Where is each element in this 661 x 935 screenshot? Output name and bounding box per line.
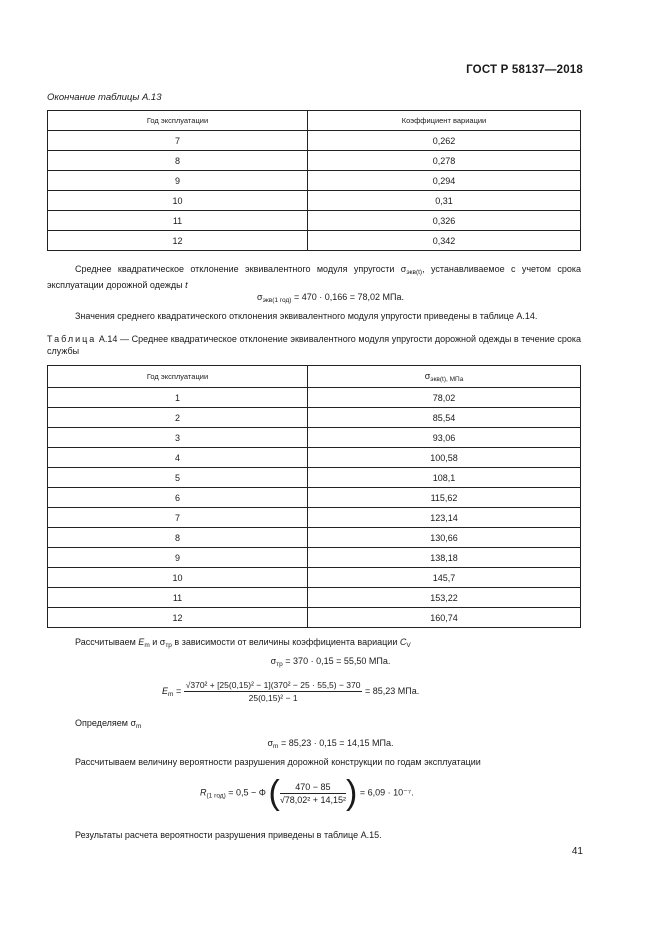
- year-cell: 3: [48, 428, 308, 448]
- paragraph-table-reference: Значения среднего квадратического отклонения эквивалентного модуля упругости приведены в таблице А.14.: [75, 311, 538, 321]
- left-paren: (: [268, 774, 280, 812]
- table-row: [48, 191, 581, 211]
- table-header-row: [48, 111, 581, 131]
- value-cell: 138,18: [308, 548, 581, 568]
- value-cell: 130,66: [308, 528, 581, 548]
- table-a14-caption: Таблица А.14 — Среднее квадратическое отклонение эквивалентного модуля упругости дорожной одежды в течение срока службы: [47, 334, 581, 356]
- right-paren: ): [346, 774, 358, 812]
- table-row: [48, 151, 581, 171]
- column-header: Год эксплуатации: [48, 366, 308, 388]
- column-header: $\sigma_{экв(t), МПа}$: [308, 366, 581, 388]
- fraction: $\frac{470 - 85}{\text{√78,02² + 14,15²}}$: [279, 781, 347, 805]
- column-header: Год эксплуатации: [48, 111, 308, 131]
- table-a13: [47, 110, 581, 251]
- paragraph-results: Результаты расчета вероятности разрушения приведены в таблице А.15.: [75, 830, 382, 840]
- table-row: [48, 608, 581, 628]
- year-cell: 8: [48, 528, 308, 548]
- year-cell: 6: [48, 488, 308, 508]
- value-cell: 0,262: [308, 131, 581, 151]
- table-a13-caption: Окончание таблицы А.13: [47, 92, 162, 103]
- table-row: [48, 528, 581, 548]
- table-row: [48, 428, 581, 448]
- year-cell: 7: [48, 131, 308, 151]
- table-row: [48, 388, 581, 408]
- paragraph-calc-em: Рассчитываем $E_m$ и $\sigma_{тр}$ в зависимости от величины коэффициента вариации $C_V$: [75, 637, 411, 649]
- table-row: [48, 408, 581, 428]
- year-cell: 10: [48, 568, 308, 588]
- year-cell: 4: [48, 448, 308, 468]
- value-cell: 160,74: [308, 608, 581, 628]
- value-cell: 0,278: [308, 151, 581, 171]
- column-header: Коэффициент вариации: [308, 111, 581, 131]
- value-cell: 85,54: [308, 408, 581, 428]
- standard-header: ГОСТ Р 58137—2018: [466, 64, 583, 76]
- table-row: [48, 568, 581, 588]
- value-cell: 145,7: [308, 568, 581, 588]
- formula-em: $E_m$ = $\frac{\text{√370² + [25(0,15)² − 1](370² − 25 · 55,5) − 370}}{\text{25(0,15)² − 1}}$ = 85,23 МПа.: [162, 680, 420, 703]
- table-row: [48, 448, 581, 468]
- year-cell: 7: [48, 508, 308, 528]
- value-cell: 0,31: [308, 191, 581, 211]
- table-row: [48, 468, 581, 488]
- table-row: [48, 171, 581, 191]
- year-cell: 1: [48, 388, 308, 408]
- table-header-row: [48, 366, 581, 388]
- year-cell: 11: [48, 588, 308, 608]
- table-row: [48, 508, 581, 528]
- formula-sigma-m: $\sigma_m = 85,23 \cdot 0,15 = 14,15$ МПа.: [267, 738, 394, 750]
- table-row: [48, 548, 581, 568]
- value-cell: 0,294: [308, 171, 581, 191]
- year-cell: 5: [48, 468, 308, 488]
- value-cell: 153,22: [308, 588, 581, 608]
- value-cell: 115,62: [308, 488, 581, 508]
- year-cell: 11: [48, 211, 308, 231]
- table-row: [48, 588, 581, 608]
- value-cell: 108,1: [308, 468, 581, 488]
- value-cell: 100,58: [308, 448, 581, 468]
- value-cell: 123,14: [308, 508, 581, 528]
- year-cell: 12: [48, 608, 308, 628]
- year-cell: 8: [48, 151, 308, 171]
- table-row: [48, 488, 581, 508]
- formula-sigma-1-year: $\sigma_{экв(1 год)} = 470 \cdot 0,166 = 78,02$ МПа.: [257, 292, 404, 304]
- year-cell: 10: [48, 191, 308, 211]
- value-cell: 93,06: [308, 428, 581, 448]
- value-cell: 0,326: [308, 211, 581, 231]
- page-number: 41: [571, 846, 583, 857]
- value-cell: 78,02: [308, 388, 581, 408]
- formula-probability: $R_{(1 год)} = 0,5 - \Phi$ ( $\frac{470 - 85}{\text{√78,02² + 14,15²}}$ ) = 6,09 · 10⁻⁷.: [200, 774, 414, 812]
- year-cell: 9: [48, 548, 308, 568]
- paragraph-probability: Рассчитываем величину вероятности разрушения дорожной конструкции по годам эксплуатации: [75, 757, 481, 767]
- year-cell: 9: [48, 171, 308, 191]
- year-cell: 2: [48, 408, 308, 428]
- year-cell: 12: [48, 231, 308, 251]
- paragraph-determine-sigma-m: Определяем $\sigma_m$: [75, 718, 142, 730]
- table-row: [48, 231, 581, 251]
- table-row: [48, 211, 581, 231]
- fraction: $\frac{\text{√370² + [25(0,15)² − 1](370² − 25 · 55,5) − 370}}{\text{25(0,15)² − 1}}$: [185, 680, 361, 703]
- value-cell: 0,342: [308, 231, 581, 251]
- formula-sigma-tr: $\sigma_{тр} = 370 \cdot 0,15 = 55,50$ МПа.: [270, 656, 391, 668]
- table-a14: [47, 365, 581, 628]
- paragraph-sigma-definition: Среднее квадратическое отклонение эквивалентного модуля упругости $\sigma_{экв(t)}$, устанавливаемое с учетом срока эксплуатации дорожной одежды t: [47, 264, 581, 290]
- table-row: [48, 131, 581, 151]
